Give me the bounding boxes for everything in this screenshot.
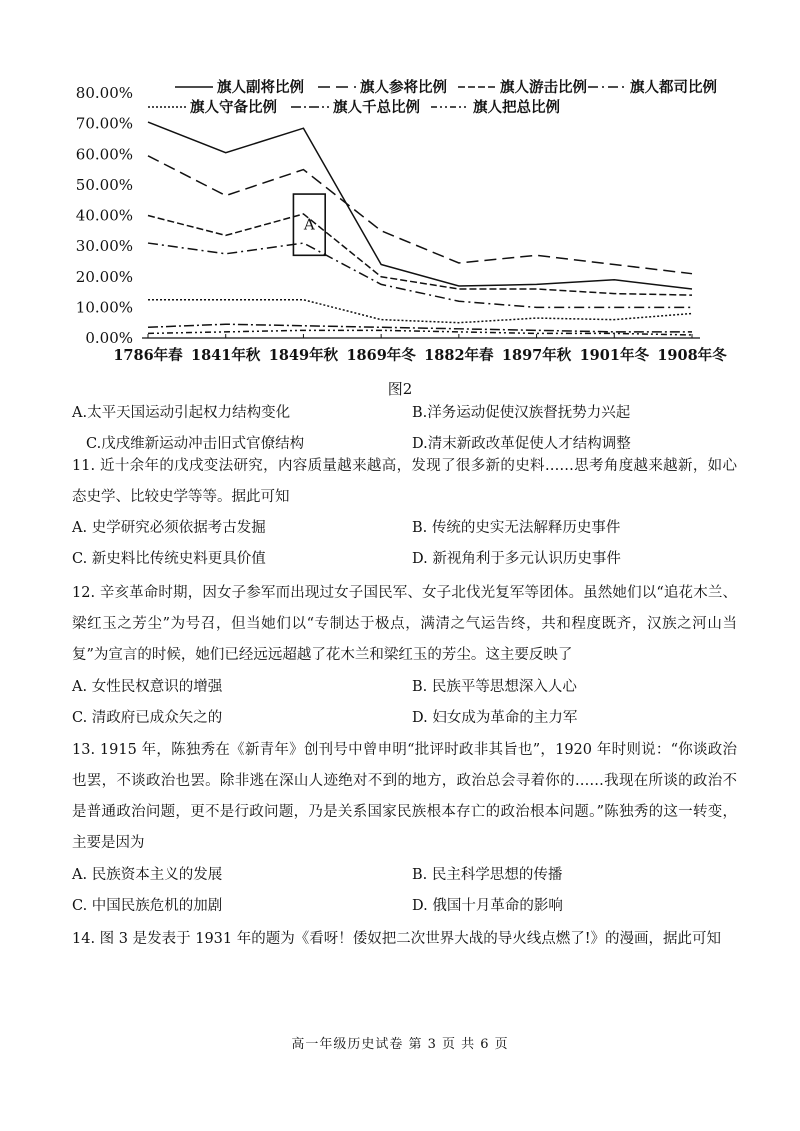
q10-option-b[interactable]: B.洋务运动促使汉族督抚势力兴起 <box>412 405 631 421</box>
legend-label: 旗人参将比例 <box>360 79 447 96</box>
series-line-3 <box>148 214 692 295</box>
legend-label: 旗人游击比例 <box>500 79 587 96</box>
legend-label: 旗人守备比例 <box>190 99 277 116</box>
q10-option-a[interactable]: A.太平天国运动引起权力结构变化 <box>72 405 291 421</box>
q13-option-a[interactable]: A. 民族资本主义的发展 <box>72 867 223 883</box>
q12-stem: 12. 辛亥革命时期，因女子参军而出现过女子国民军、女子北伐光复军等团体。虽然她们以“追花木兰、梁红玉之芳尘”为号召，但当她们以“专制达于极点，满清之气运告终，共和程度既齐，汉族之河山当复”为宣言的时候，她们已经远远超越了花木兰和梁红玉的芳尘。这主要反映了 <box>72 585 737 663</box>
y-tick-label: 80.00% <box>75 84 133 102</box>
q12-option-b[interactable]: B. 民族平等思想深入人心 <box>412 679 577 695</box>
x-tick-label: 1908年冬 <box>657 347 727 364</box>
x-tick-label: 1901年冬 <box>579 347 649 364</box>
series-line-5 <box>148 300 692 323</box>
y-tick-label: 30.00% <box>75 237 133 256</box>
series-lines <box>148 122 692 335</box>
x-tick-label: 1841年秋 <box>191 347 261 364</box>
y-tick-label: 20.00% <box>75 267 133 286</box>
q13-options <box>72 860 737 922</box>
q14-stem: 14. 图 3 是发表于 1931 年的题为《看呀！倭奴把二次世界大战的导火线点燃了!》的漫画，据此可知 <box>72 931 722 947</box>
series-line-7 <box>148 330 692 335</box>
q13-stem: 13. 1915 年，陈独秀在《新青年》创刊号中曾申明“批评时政非其旨也”，1920 年时则说：“你谈政治也罢，不谈政治也罢。除非逃在深山人迹绝对不到的地方，政治总会寻着你的……我现在所谈的政治不是普通政治问题，更不是行政问题，乃是关系国家民族根本存亡的政治根本问题。”陈独秀的这一转变，主要是因为 <box>72 742 737 851</box>
legend-label: 旗人副将比例 <box>217 79 304 96</box>
y-tick-label: 50.00% <box>75 175 133 194</box>
q12-option-d[interactable]: D. 妇女成为革命的主力军 <box>412 710 578 726</box>
x-axis <box>113 334 727 364</box>
q11-option-a[interactable]: A. 史学研究必须依据考古发掘 <box>72 520 266 536</box>
y-tick-label: 0.00% <box>85 329 133 347</box>
line-chart <box>0 0 800 375</box>
legend-label: 旗人都司比例 <box>630 79 717 96</box>
q11-option-b[interactable]: B. 传统的史实无法解释历史事件 <box>412 520 621 536</box>
series-line-6 <box>148 324 692 332</box>
page-footer: 高一年级历史试卷 第 3 页 共 6 页 <box>291 1037 509 1052</box>
q13-option-c[interactable]: C. 中国民族危机的加剧 <box>72 898 223 914</box>
chart-legend <box>148 78 717 116</box>
x-tick-label: 1849年秋 <box>268 347 339 364</box>
q13-option-b[interactable]: B. 民主科学思想的传播 <box>412 867 563 883</box>
q11-option-d[interactable]: D. 新视角利于多元认识历史事件 <box>412 551 621 567</box>
q12-option-c[interactable]: C. 清政府已成众矢之的 <box>72 710 223 726</box>
q10-option-d[interactable]: D.清末新政改革促使人才结构调整 <box>412 436 631 452</box>
y-tick-label: 70.00% <box>75 114 133 133</box>
figure-caption: 图2 <box>387 380 413 398</box>
annotation-label: A <box>303 215 315 234</box>
q10-option-c[interactable]: C.戊戌维新运动冲击旧式官僚结构 <box>86 436 305 452</box>
q13-option-d[interactable]: D. 俄国十月革命的影响 <box>412 898 563 914</box>
y-axis <box>76 84 133 347</box>
x-tick-label: 1786年春 <box>113 347 183 364</box>
y-tick-label: 60.00% <box>75 145 133 164</box>
legend-label: 旗人千总比例 <box>333 99 420 116</box>
y-tick-label: 10.00% <box>75 298 133 317</box>
x-tick-label: 1869年冬 <box>346 347 416 364</box>
q12-options <box>72 672 737 734</box>
q12-option-a[interactable]: A. 女性民权意识的增强 <box>72 679 223 695</box>
x-tick-label: 1882年春 <box>424 347 494 364</box>
legend-label: 旗人把总比例 <box>473 99 560 116</box>
q11-options <box>72 513 737 575</box>
y-tick-label: 40.00% <box>75 206 133 225</box>
q11-option-c[interactable]: C. 新史料比传统史料更具价值 <box>72 551 266 567</box>
x-tick-label: 1897年秋 <box>501 347 572 364</box>
q11-stem: 11. 近十余年的戊戌变法研究，内容质量越来越高，发现了很多新的史料……思考角度越来越新，如心态史学、比较史学等等。据此可知 <box>72 458 737 505</box>
series-line-2 <box>148 156 692 274</box>
